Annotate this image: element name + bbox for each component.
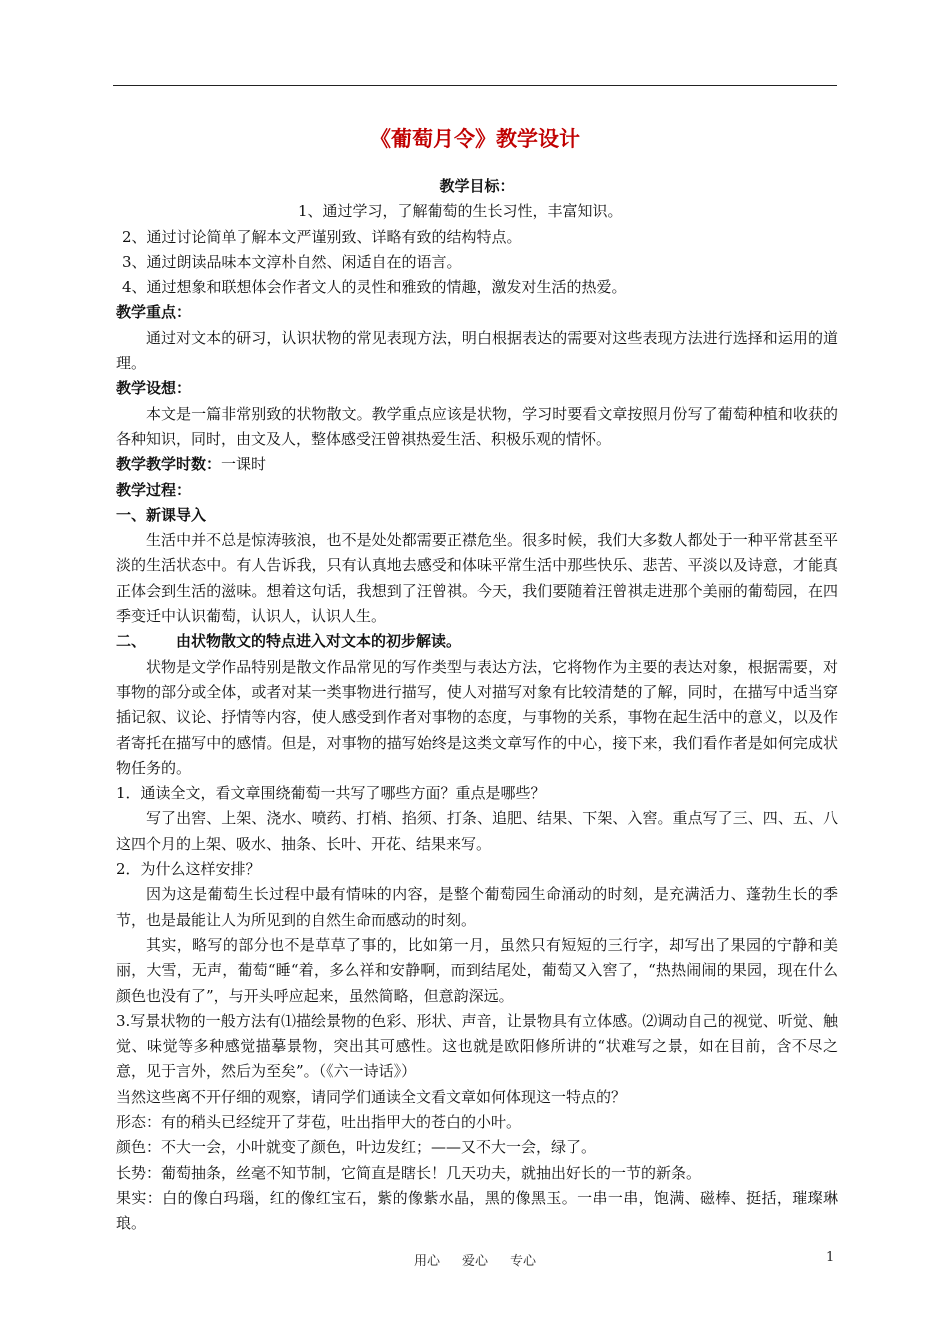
motto-word: 爱心: [461, 1254, 488, 1269]
section2-title: 由状物散文的特点进入对文本的初步解读。: [176, 632, 462, 651]
header-rule: [113, 85, 837, 86]
hours-line: [116, 452, 838, 477]
page-number: 1: [826, 1250, 835, 1265]
goal-item: 3、通过朗读品味本文淳朴自然、闲适自在的语言。: [122, 252, 462, 271]
section1-paragraph: 生活中并不总是惊涛骇浪，也不是处处都需要正襟危坐。很多时候，我们大多数人都处于一种平常甚至平淡的生活状态中。有人告诉我，只有认真地去感受和体味平常生活中那些快乐、悲苦、平淡以及诗意，才能真正体会到生活的滋味。想着这句话，我想到了汪曾祺。今天，我们要随着汪曾祺走进那个美丽的葡萄园，在四季变迁中认识葡萄，认识人，认识人生。: [116, 531, 838, 626]
goal-item: 4、通过想象和联想体会作者文人的灵性和雅致的情趣，激发对生活的热爱。: [122, 278, 627, 297]
goal-item: 2、通过讨论简单了解本文严谨别致、详略有致的结构特点。: [122, 227, 522, 246]
section2-heading: [116, 629, 838, 654]
focus-heading: 教学重点：: [116, 303, 192, 322]
motto-word: 专心: [510, 1254, 537, 1269]
page-title: 《葡萄月令》教学设计: [370, 127, 580, 151]
goals-heading: 教学目标：: [439, 177, 515, 195]
goal-item: 1、通过学习，了解葡萄的生长习性，丰富知识。: [298, 202, 623, 221]
idea-paragraph: 本文是一篇非常别致的状物散文。教学重点应该是状物，学习时要看文章按照月份写了葡萄种植和收获的各种知识，同时，由文及人，整体感受汪曾祺热爱生活、积极乐观的情怀。: [116, 404, 838, 448]
hours-label: 教学教学时数：: [116, 455, 222, 474]
idea-heading: 教学设想：: [116, 379, 192, 398]
section2-number: 二、: [116, 632, 147, 651]
example-fruit: 果实：白的像白玛瑙，红的像红宝石，紫的像紫水晶，黑的像黑玉。一串一串，饱满、磁棒、挺括，璀璨琳琅。: [116, 1188, 838, 1233]
footer-motto: [0, 1250, 950, 1269]
question-3: 3.写景状物的一般方法有⑴描绘景物的色彩、形状、声音，让景物具有立体感。⑵调动自己的视觉、听觉、触觉、味觉等多种感觉描摹景物，突出其可感性。这也就是欧阳修所讲的“状难写之景，如在目前，含不尽之意，见于言外，然后为至矣”。（《六一诗话》）: [116, 1011, 838, 1081]
process-heading: 教学过程：: [116, 480, 192, 499]
answer-2a: 因为这是葡萄生长过程中最有情味的内容，是整个葡萄园生命涌动的时刻，是充满活力、蓬勃生长的季节，也是最能让人为所见到的自然生命而感动的时刻。: [116, 885, 838, 929]
section2-paragraph: 状物是文学作品特别是散文作品常见的写作类型与表达方法，它将物作为主要的表达对象，根据需要，对事物的部分或全体，或者对某一类事物进行描写，使人对描写对象有比较清楚的了解，同时，在描写中适当穿插记叙、议论、抒情等内容，使人感受到作者对事物的态度，与事物的关系，事物在起生活中的意义，以及作者寄托在描写中的感情。但是，对事物的描写始终是这类文章写作的中心，接下来，我们看作者是如何完成状物任务的。: [116, 657, 838, 777]
focus-paragraph: 通过对文本的研习，认识状物的常见表现方法，明白根据表达的需要对这些表现方法进行选择和运用的道理。: [116, 328, 838, 373]
motto-word: 用心: [413, 1254, 440, 1269]
question-3-follow: 当然这些离不开仔细的观察，请同学们通读全文看文章如何体现这一特点的？: [116, 1087, 627, 1106]
question-2: 2．为什么这样安排？: [116, 860, 261, 879]
example-growth: 长势：葡萄抽条，丝毫不知节制，它简直是瞎长！几天功夫，就抽出好长的一节的新条。: [116, 1163, 702, 1182]
question-1: 1．通读全文，看文章围绕葡萄一共写了哪些方面？重点是哪些？: [116, 784, 546, 803]
example-color: 颜色：不大一会，小叶就变了颜色，叶边发红；——又不大一会，绿了。: [116, 1138, 597, 1157]
answer-1: 写了出窖、上架、浇水、喷药、打梢、掐须、打条、追肥、结果、下架、入窖。重点写了三、四、五、八这四个月的上架、吸水、抽条、长叶、开花、结果来写。: [116, 809, 838, 853]
section1-heading: 一、新课导入: [116, 505, 207, 524]
answer-2b: 其实，略写的部分也不是草草了事的，比如第一月，虽然只有短短的三行字，却写出了果园的宁静和美丽，大雪，无声，葡萄“睡“着，多么祥和安静啊，而到结尾处，葡萄又入窖了，“热热闹闹的果园，现在什么颜色也没有了”，与开头呼应起来，虽然简略，但意韵深远。: [116, 935, 838, 1005]
hours-value: 一课时: [221, 455, 267, 474]
document-body: [116, 174, 838, 1236]
example-form: 形态：有的稍头已经绽开了芽苞，吐出指甲大的苍白的小叶。: [116, 1112, 522, 1131]
